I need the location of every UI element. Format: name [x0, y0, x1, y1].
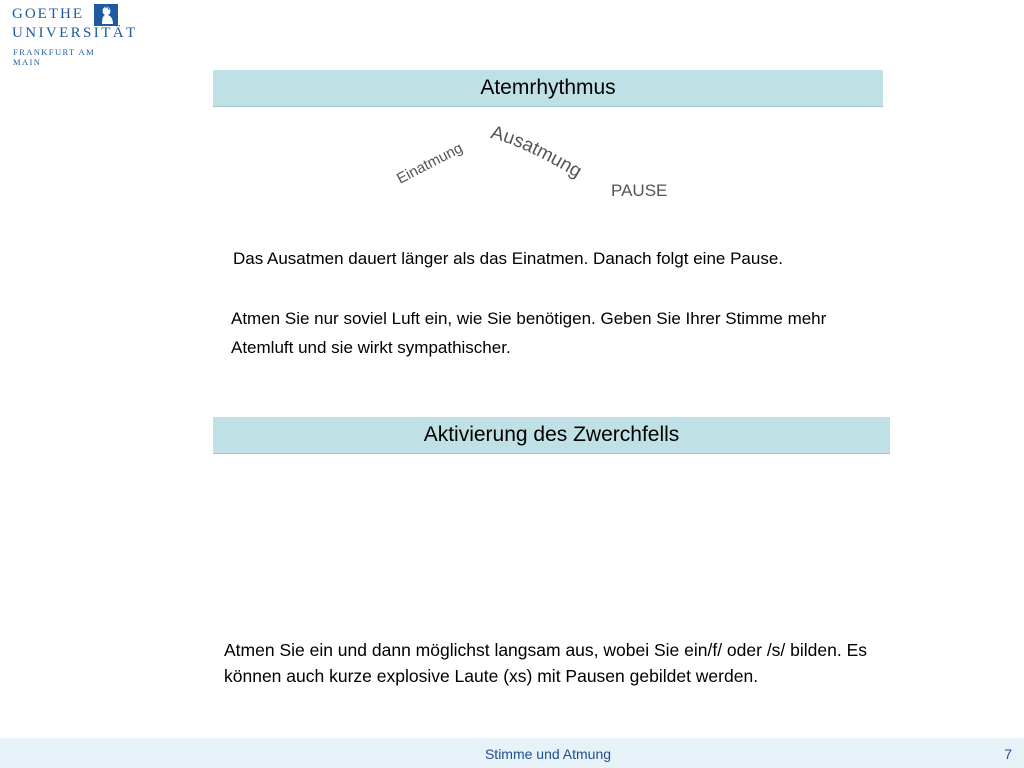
pause-label: PAUSE [611, 181, 668, 200]
paragraph-zwerchfell: Atmen Sie ein und dann möglichst langsam aus, wobei Sie ein/f/ oder /s/ bilden. Es können auch kurze explosive Laute (xs) mit Pausen gebildet werden. [224, 640, 868, 686]
einatmung-label: Einatmung [394, 139, 466, 188]
logo-text-goethe: GOETHE [12, 6, 84, 22]
breath-rhythm-graphic [390, 122, 690, 212]
logo-text-frankfurt: FRANKFURT AM MAIN [13, 47, 96, 67]
ausatmung-label: Ausatmung [488, 122, 586, 183]
section-title: Atemrhythmus [480, 76, 616, 99]
section-header-atemrhythmus [213, 70, 883, 107]
footer-title: Stimme und Atmung [484, 746, 612, 762]
university-logo [12, 4, 138, 67]
section-header-zwerchfell [213, 417, 890, 454]
page-number: 7 [1004, 746, 1012, 762]
logo-text-universitaet: UNIVERSITÄT [12, 25, 138, 41]
goethe-portrait-icon [94, 4, 118, 26]
section-title: Aktivierung des Zwerchfells [423, 423, 680, 446]
paragraph-ausatmen: Das Ausatmen dauert länger als das Einatmen. Danach folgt eine Pause. [233, 249, 784, 268]
footer-bar [0, 738, 1024, 768]
paragraph-atemluft: Atmen Sie nur soviel Luft ein, wie Sie benötigen. Geben Sie Ihrer Stimme mehr Atemluft und sie wirkt sympathischer. [231, 309, 827, 357]
